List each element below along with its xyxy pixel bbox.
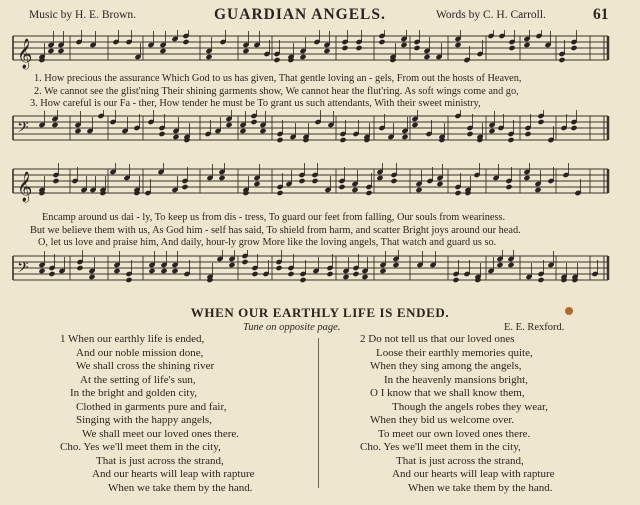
verse-line: Singing with the happy angels, [76,414,212,426]
verse-line: 2 Do not tell us that our loved ones [360,333,515,345]
treble-staff-2 [0,163,640,213]
bass-clef-icon: 𝄢 [17,119,29,140]
verse-line: At the setting of life's sun, [80,373,196,386]
verse-line: And our hearts will leap with rapture [92,468,255,480]
verse-line: We shall meet our loved ones there. [82,427,240,440]
bass-staff-2 [0,250,640,300]
verse-line: And our hearts will leap with rapture [392,468,555,480]
lyric-line-s2-3: O, let us love and praise him, And daily, hour-ly grow More like the loving angels, That watch and guard us so. [38,237,497,248]
bass-clef-icon: 𝄢 [17,259,29,280]
song-title: WHEN OUR EARTHLY LIFE IS ENDED. [190,305,450,320]
verse-line: That is just across the strand, [396,454,524,467]
bass-staff-1 [0,110,640,160]
verse-line: Loose their earthly memories quite, [376,346,533,359]
verse-line: To meet our own loved ones there. [378,427,531,440]
verse-line: 1 When our earthly life is ended, [60,333,205,345]
column-divider [318,338,319,488]
lyric-line-s2-1: Encamp around us dai - ly, To keep us from dis - tress, To guard our feet from falling, Our souls from weariness. [42,212,506,223]
verse-line: Clothed in garments pure and fair, [76,400,227,413]
verse-line: In the heavenly mansions bright, [384,373,528,386]
verse-line: In the bright and golden city, [70,387,197,399]
verse-line: When we take them by the hand. [108,481,253,494]
lyric-line-s1-1: 1. How precious the assurance Which God to us has given, That gentle loving an - gels, From out the hosts of Heaven, [34,73,522,84]
tune-note: Tune on opposite page. [243,322,341,333]
verse-line: Cho. Yes we'll meet them in the city, [60,441,221,453]
lyric-line-s2-2: But we believe them with us, As God him - self has said, To shield from harm, and scatter Bright joys around our head. [30,225,521,236]
verse-line: When they sing among the angels, [370,360,522,372]
verse-line: Though the angels robes they wear, [392,400,548,413]
verse-1 [60,333,255,495]
verse-line: When we take them by the hand. [408,481,553,494]
verse-line: That is just across the strand, [96,454,224,467]
lyric-line-s1-3: 3. How careful is our Fa - ther, How tender he must be To grant us such attendants, With their sweet ministry, [30,98,481,109]
verse-2 [360,333,555,495]
music-credit: Music by H. E. Brown. [29,9,137,21]
treble-clef-icon: 𝄞 [17,39,33,69]
verse-line: And our noble mission done, [76,346,204,359]
page-title: GUARDIAN ANGELS. [214,6,386,23]
song-author: E. E. Rexford. [504,322,565,333]
verse-line: Cho. Yes we'll meet them in the city, [360,441,521,453]
ink-blot [565,307,573,315]
lyric-line-s1-2: 2. We cannot see the glist'ning Their shining garments show, We cannot hear the flut'ring. As soft wings come and go, [34,86,519,97]
verse-line: We shall cross the shining river [76,360,215,372]
verse-line: When they bid us welcome over. [370,414,515,426]
page-number: 61 [593,6,609,23]
words-credit: Words by C. H. Carroll. [436,9,546,21]
verse-line: O I know that we shall know them, [370,387,525,399]
treble-clef-icon: 𝄞 [17,172,33,202]
